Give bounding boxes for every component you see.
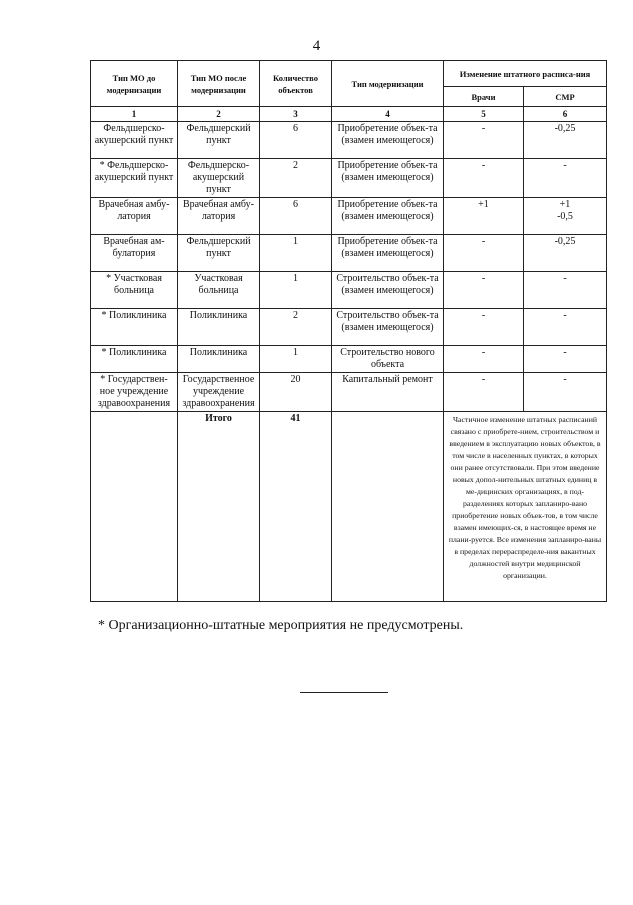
cell-empty [332,412,444,602]
staff-change-note: Частичное изменение штатных расписаний связано с приобрете-нием, строительством и введением в эксплуатацию новых объектов, в том числе в населенных пунктах, в которых они ранее отсутствовали. При этом введение новых допол-нительных штатных единиц в ме-дицинских организациях, в под-разделениях которых запланиро-вано приобретение новых объек-тов, в том числе взамен имеющих-ся, в настоящее время не плани-руется. Все изменения запланиро-ваны в пределах перераспределе-ния вакантных должностей внутри медицинской организации. [444,412,607,602]
cell-smr: - [524,346,607,373]
cell-count: 6 [260,198,332,235]
cell-type-after: Поликлиника [178,309,260,346]
cell-type-after: Государственное учреждение здравоохранения [178,373,260,412]
cell-type-before: * Поликлиника [91,346,178,373]
cell-doctors: - [444,235,524,272]
cell-type-before: * Поликлиника [91,309,178,346]
cell-modernization: Приобретение объек-та (взамен имеющегося) [332,198,444,235]
table-row [91,122,607,159]
cell-modernization: Приобретение объек-та (взамен имеющегося) [332,122,444,159]
cell-doctors: - [444,346,524,373]
cell-count: 2 [260,159,332,198]
cell-type-after: Участковая больница [178,272,260,309]
cell-modernization: Капитальный ремонт [332,373,444,412]
cell-type-after: Фельдшерский пункт [178,235,260,272]
cell-count: 2 [260,309,332,346]
cell-type-before: Фельдшерско-акушерский пункт [91,122,178,159]
cell-smr: -0,25 [524,235,607,272]
table-row [91,309,607,346]
cell-count: 1 [260,272,332,309]
cell-smr: - [524,309,607,346]
total-count: 41 [260,412,332,602]
header-staff-change: Изменение штатного расписа-ния [444,61,607,87]
cell-doctors: - [444,122,524,159]
header-count: Количество объектов [260,61,332,107]
cell-empty [91,412,178,602]
table-row [91,159,607,198]
cell-type-after: Поликлиника [178,346,260,373]
header-type-before: Тип МО до модернизации [91,61,178,107]
header-smr: СМР [524,87,607,107]
column-number: 5 [444,107,524,122]
cell-doctors: - [444,309,524,346]
cell-type-before: * Фельдшерско-акушерский пункт [91,159,178,198]
total-row [91,412,607,602]
cell-doctors: - [444,272,524,309]
column-number: 2 [178,107,260,122]
cell-type-before: * Государствен-ное учреждение здравоохранения [91,373,178,412]
cell-count: 1 [260,346,332,373]
header-type-after: Тип МО после модернизации [178,61,260,107]
table-row [91,235,607,272]
modernization-table [90,60,607,602]
column-number: 6 [524,107,607,122]
cell-modernization: Строительство нового объекта [332,346,444,373]
header-modernization-type: Тип модернизации [332,61,444,107]
cell-smr: - [524,272,607,309]
cell-count: 1 [260,235,332,272]
column-number: 3 [260,107,332,122]
cell-smr: - [524,159,607,198]
cell-type-before: * Участковая больница [91,272,178,309]
cell-type-after: Врачебная амбу-латория [178,198,260,235]
cell-modernization: Приобретение объек-та (взамен имеющегося) [332,159,444,198]
cell-smr: - [524,373,607,412]
signature-line [300,692,388,693]
footnote: * Организационно-штатные мероприятия не предусмотрены. [98,618,464,633]
table-row [91,346,607,373]
column-number: 1 [91,107,178,122]
cell-modernization: Строительство объек-та (взамен имеющегося) [332,272,444,309]
cell-type-after: Фельдшерско-акушерский пункт [178,159,260,198]
header-doctors: Врачи [444,87,524,107]
cell-doctors: - [444,373,524,412]
cell-smr: +1 -0,5 [524,198,607,235]
table-row [91,373,607,412]
cell-modernization: Строительство объек-та (взамен имеющегося) [332,309,444,346]
cell-count: 6 [260,122,332,159]
cell-doctors: +1 [444,198,524,235]
total-label: Итого [178,412,260,602]
cell-modernization: Приобретение объек-та (взамен имеющегося) [332,235,444,272]
table-row [91,198,607,235]
column-number: 4 [332,107,444,122]
page-number: 4 [312,38,321,54]
table-row [91,272,607,309]
cell-type-after: Фельдшерский пункт [178,122,260,159]
cell-count: 20 [260,373,332,412]
cell-doctors: - [444,159,524,198]
cell-smr: -0,25 [524,122,607,159]
cell-type-before: Врачебная ам-булатория [91,235,178,272]
cell-type-before: Врачебная амбу-латория [91,198,178,235]
